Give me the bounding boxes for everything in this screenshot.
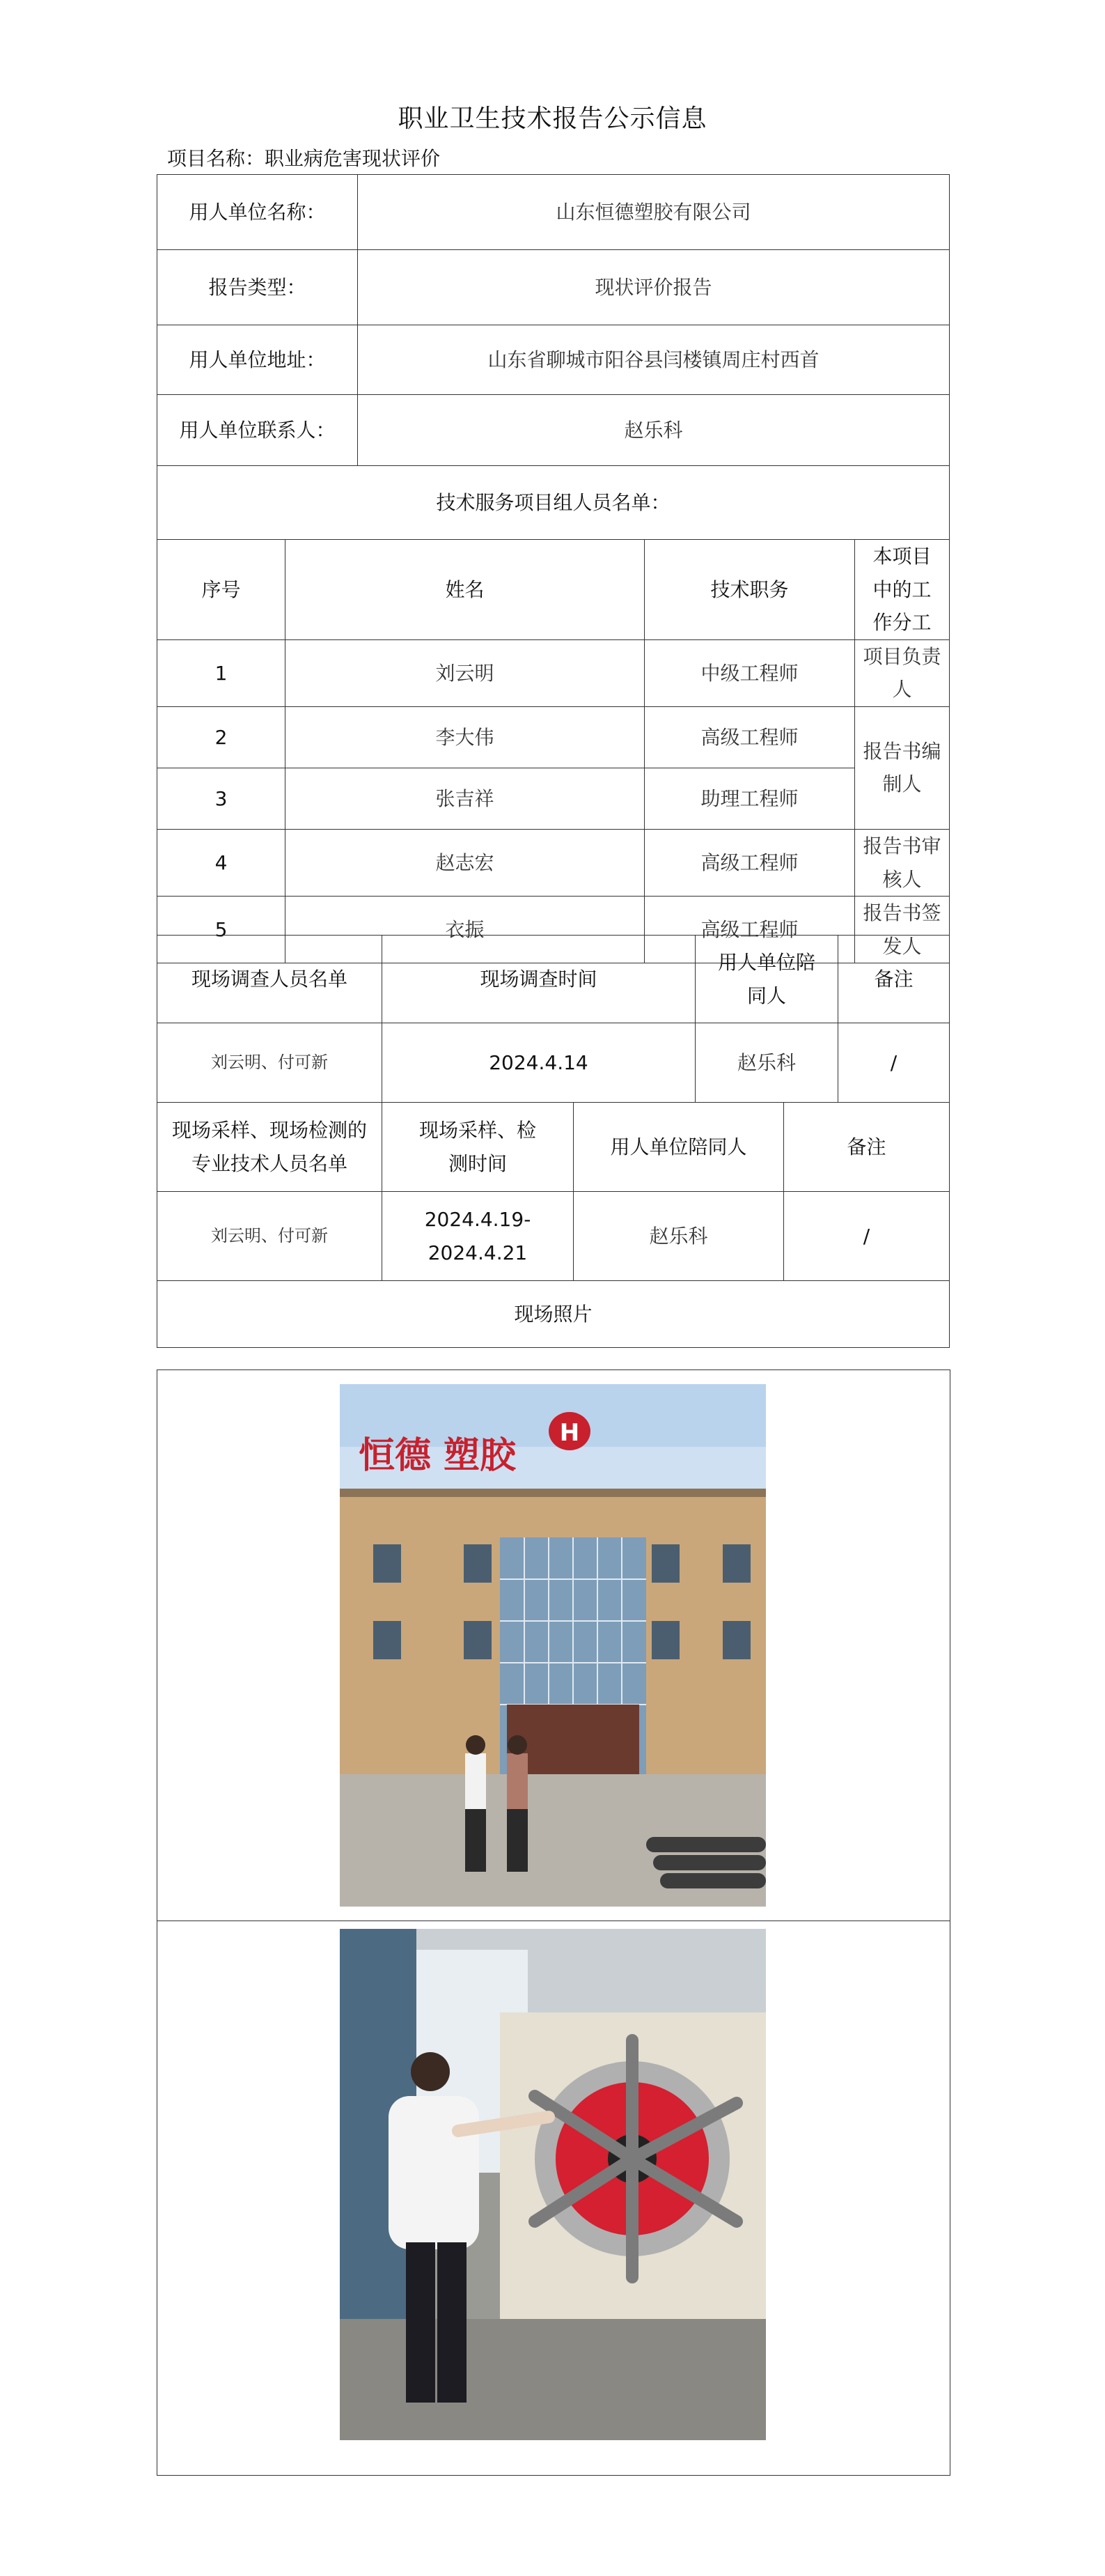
team-header-name: 姓名 bbox=[285, 540, 645, 640]
report-type: 现状评价报告 bbox=[358, 250, 950, 325]
svg-text:H: H bbox=[559, 1419, 580, 1447]
team-header-no: 序号 bbox=[157, 540, 285, 640]
building-photo bbox=[340, 1384, 766, 1907]
factory-image bbox=[340, 1929, 766, 2440]
team-no: 2 bbox=[157, 706, 285, 768]
photo-cell-1 bbox=[157, 1370, 950, 1921]
survey-staff: 刘云明、付可新 bbox=[157, 1023, 382, 1103]
team-header-title: 技术职务 bbox=[645, 540, 855, 640]
photos-box bbox=[157, 1370, 950, 2476]
building-image bbox=[340, 1384, 766, 1907]
team-title: 助理工程师 bbox=[645, 768, 855, 829]
team-no: 3 bbox=[157, 768, 285, 829]
team-role: 报告书审核人 bbox=[855, 829, 950, 896]
sampling-staff: 刘云明、付可新 bbox=[157, 1192, 382, 1281]
project-name: 项目名称：职业病危害现状评价 bbox=[167, 147, 441, 170]
survey-note: / bbox=[838, 1023, 950, 1103]
employer-address: 山东省聊城市阳谷县闫楼镇周庄村西首 bbox=[358, 325, 950, 395]
team-role: 报告书签发人 bbox=[855, 897, 950, 963]
sampling-companion: 赵乐科 bbox=[574, 1192, 784, 1281]
team-name: 刘云明 bbox=[285, 639, 645, 706]
table-row bbox=[157, 768, 950, 829]
team-header-role: 本项目中的工作分工 bbox=[855, 540, 950, 640]
info-table bbox=[157, 174, 950, 963]
sign-text: 恒德 塑胶 bbox=[358, 1435, 517, 1477]
sampling-note: / bbox=[784, 1192, 950, 1281]
team-no: 4 bbox=[157, 829, 285, 896]
page-title: 职业卫生技术报告公示信息 bbox=[398, 104, 707, 133]
team-title: 中级工程师 bbox=[645, 639, 855, 706]
team-name: 衣振 bbox=[285, 897, 645, 963]
employer-name: 山东恒德塑胶有限公司 bbox=[358, 175, 950, 250]
contact: 赵乐科 bbox=[358, 395, 950, 466]
sampling-table bbox=[157, 1102, 950, 1348]
contact-label: 用人单位联系人： bbox=[157, 395, 358, 466]
team-title: 高级工程师 bbox=[645, 829, 855, 896]
sampling-time: 2024.4.19-2024.4.21 bbox=[382, 1192, 574, 1281]
survey-time: 2024.4.14 bbox=[382, 1023, 696, 1103]
sampling-header-time: 现场采样、检测时间 bbox=[382, 1103, 574, 1192]
team-role: 报告书编制人 bbox=[855, 706, 950, 829]
team-title: 高级工程师 bbox=[645, 897, 855, 963]
sampling-header-note: 备注 bbox=[784, 1103, 950, 1192]
sampling-header-staff: 现场采样、现场检测的专业技术人员名单 bbox=[157, 1103, 382, 1192]
team-name: 张吉祥 bbox=[285, 768, 645, 829]
survey-header-time: 现场调查时间 bbox=[382, 936, 696, 1023]
worker-photo bbox=[340, 1929, 766, 2440]
photos-title: 现场照片 bbox=[157, 1281, 950, 1348]
employer-address-label: 用人单位地址： bbox=[157, 325, 358, 395]
survey-header-note: 备注 bbox=[838, 936, 950, 1023]
team-role: 项目负责人 bbox=[855, 639, 950, 706]
employer-name-label: 用人单位名称： bbox=[157, 175, 358, 250]
table-row bbox=[157, 706, 950, 768]
photo-cell-2 bbox=[157, 1922, 950, 2475]
sampling-header-companion: 用人单位陪同人 bbox=[574, 1103, 784, 1192]
team-section-title: 技术服务项目组人员名单： bbox=[157, 466, 950, 540]
team-no: 5 bbox=[157, 897, 285, 963]
report-type-label: 报告类型： bbox=[157, 250, 358, 325]
team-no: 1 bbox=[157, 639, 285, 706]
survey-header-companion: 用人单位陪同人 bbox=[696, 936, 838, 1023]
table-row bbox=[157, 639, 950, 706]
team-title: 高级工程师 bbox=[645, 706, 855, 768]
survey-table bbox=[157, 935, 950, 1103]
table-row bbox=[157, 829, 950, 896]
survey-header-staff: 现场调查人员名单 bbox=[157, 936, 382, 1023]
survey-companion: 赵乐科 bbox=[696, 1023, 838, 1103]
team-name: 赵志宏 bbox=[285, 829, 645, 896]
team-name: 李大伟 bbox=[285, 706, 645, 768]
